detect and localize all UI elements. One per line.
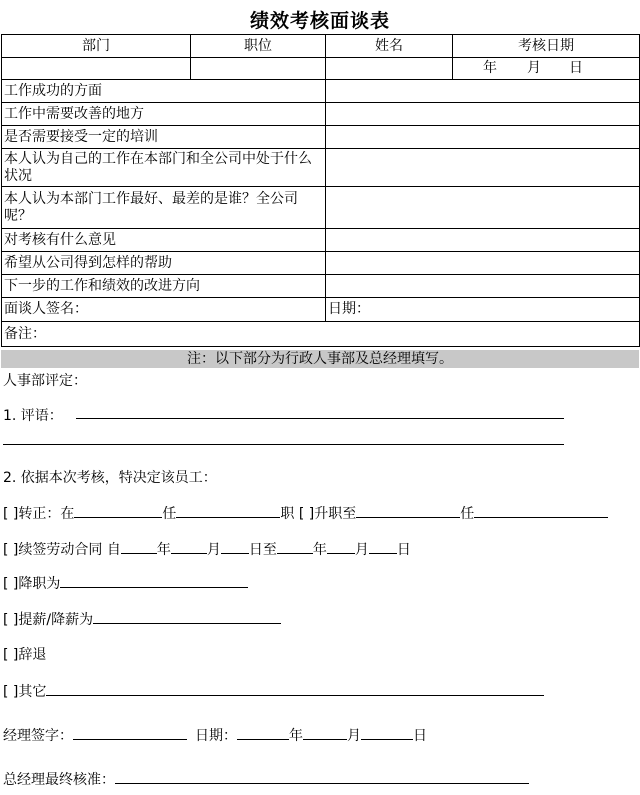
position-field[interactable]: [191, 58, 326, 80]
renew-to-label: 日至: [248, 542, 277, 558]
manager-year-blank[interactable]: [237, 724, 289, 740]
comment-line-1[interactable]: [76, 418, 564, 419]
gm-approval-blank[interactable]: [115, 768, 529, 784]
admin-note: 注：以下部分为行政人事部及总经理填写。: [1, 350, 639, 368]
row-label-status: 本人认为自己的工作在本部门和全公司中处于什么状况: [2, 149, 326, 187]
other-checkbox-label[interactable]: [ ]其它: [3, 684, 47, 700]
interviewer-signature[interactable]: 面谈人签名：: [2, 298, 326, 322]
demote-checkbox-label[interactable]: [ ]降职为: [3, 576, 61, 592]
manager-signature-label: 经理签字：: [3, 728, 73, 744]
row-answer-training[interactable]: [326, 126, 640, 149]
confirm-dept-blank[interactable]: [74, 502, 162, 518]
manager-day-label: 日: [413, 728, 427, 744]
name-field[interactable]: [326, 58, 453, 80]
demote-line: [3, 572, 248, 593]
renew-line: [3, 538, 411, 559]
promote-as-label: 任: [460, 506, 475, 522]
row-answer-next-steps[interactable]: [326, 275, 640, 298]
renew-from-month[interactable]: [171, 538, 207, 554]
gm-approval-label: 总经理最终核准：: [3, 772, 115, 788]
row-label-next-steps: 下一步的工作和绩效的改进方向: [2, 275, 326, 298]
row-answer-best-worst[interactable]: [326, 187, 640, 229]
salary-blank[interactable]: [93, 608, 281, 624]
row-answer-help[interactable]: [326, 252, 640, 275]
day-label: 日: [569, 60, 583, 76]
comment-label: 1. 评语：: [3, 408, 63, 424]
dismiss-checkbox-label[interactable]: [ ]辞退: [3, 647, 47, 663]
decision-label: 2. 依据本次考核，特决定该员工：: [3, 470, 217, 486]
renew-to-year-label: 年: [312, 542, 327, 558]
month-label: 月: [527, 60, 541, 76]
remarks-field[interactable]: 备注：: [2, 322, 640, 347]
row-label-success: 工作成功的方面: [2, 80, 326, 103]
form-title: 绩效考核面谈表: [249, 10, 390, 32]
renew-month-label: 月: [206, 542, 221, 558]
renew-from-day[interactable]: [221, 538, 249, 554]
promote-post-blank[interactable]: [474, 502, 608, 518]
promote-line: [3, 502, 608, 523]
renew-year-label: 年: [156, 542, 171, 558]
gm-line: [3, 768, 529, 789]
renew-to-year[interactable]: [277, 538, 313, 554]
row-label-opinion: 对考核有什么意见: [2, 229, 326, 252]
row-answer-status[interactable]: [326, 149, 640, 187]
confirm-checkbox-label[interactable]: [ ]转正：在: [3, 506, 75, 522]
row-answer-success[interactable]: [326, 80, 640, 103]
department-header: 部门: [2, 35, 191, 58]
demote-blank[interactable]: [60, 572, 248, 588]
salary-line: [3, 608, 281, 629]
year-label: 年: [483, 60, 497, 76]
review-date-header: 考核日期: [453, 35, 640, 58]
renew-to-month[interactable]: [327, 538, 355, 554]
manager-month-blank[interactable]: [303, 724, 347, 740]
row-label-improve: 工作中需要改善的地方: [2, 103, 326, 126]
row-answer-improve[interactable]: [326, 103, 640, 126]
other-line: [3, 680, 544, 701]
position-header: 职位: [191, 35, 326, 58]
review-date-field[interactable]: [453, 58, 640, 80]
manager-signature-blank[interactable]: [73, 724, 187, 740]
row-label-training: 是否需要接受一定的培训: [2, 126, 326, 149]
manager-line: [3, 724, 427, 745]
hr-heading: 人事部评定：: [3, 373, 87, 389]
salary-checkbox-label[interactable]: [ ]提薪/降薪为: [3, 612, 94, 628]
row-answer-opinion[interactable]: [326, 229, 640, 252]
confirm-post-blank[interactable]: [176, 502, 280, 518]
manager-month-label: 月: [347, 728, 361, 744]
renew-to-day-label: 日: [396, 542, 411, 558]
department-field[interactable]: [2, 58, 191, 80]
confirm-as-label: 任: [162, 506, 177, 522]
interview-date[interactable]: 日期：: [326, 298, 640, 322]
manager-year-label: 年: [289, 728, 303, 744]
renew-to-day[interactable]: [369, 538, 397, 554]
manager-date-label: 日期：: [195, 728, 237, 744]
renew-checkbox-label[interactable]: [ ]续签劳动合同 自: [3, 542, 121, 558]
other-blank[interactable]: [46, 680, 544, 696]
renew-to-month-label: 月: [354, 542, 369, 558]
promote-dept-blank[interactable]: [356, 502, 460, 518]
name-header: 姓名: [326, 35, 453, 58]
row-label-help: 希望从公司得到怎样的帮助: [2, 252, 326, 275]
promote-checkbox-label[interactable]: 职 [ ]升职至: [280, 506, 357, 522]
comment-line-2[interactable]: [3, 444, 564, 445]
row-label-best-worst: 本人认为本部门工作最好、最差的是谁？全公司呢？: [2, 187, 326, 229]
manager-day-blank[interactable]: [361, 724, 413, 740]
interview-table: [1, 34, 640, 347]
renew-from-year[interactable]: [121, 538, 157, 554]
